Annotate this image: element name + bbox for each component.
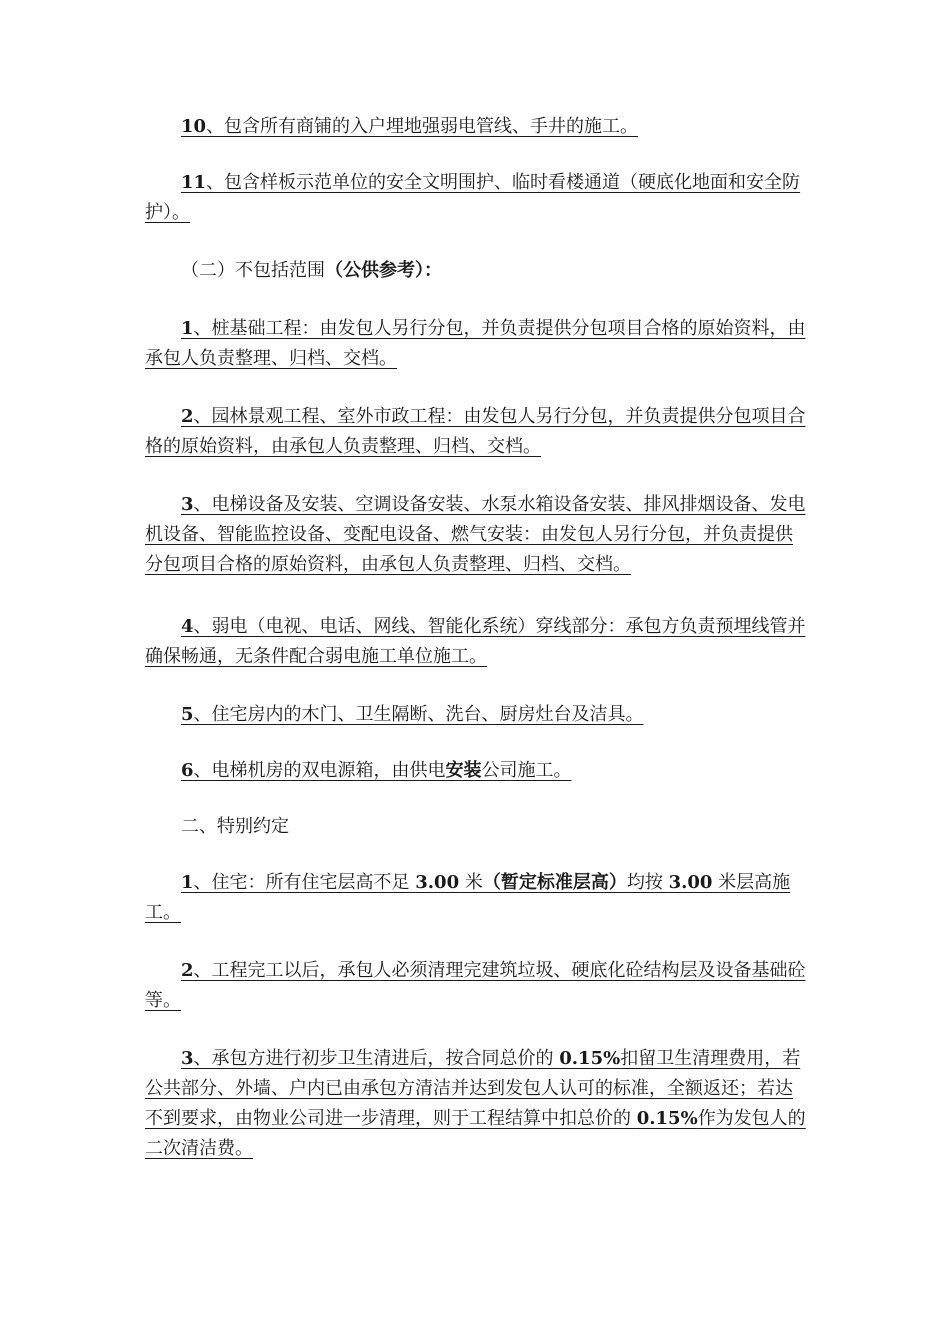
- item-number: 1: [181, 318, 194, 339]
- item-number: 1: [181, 872, 194, 893]
- section-heading-exclusions: [145, 256, 810, 286]
- item-number: 3: [181, 1048, 194, 1069]
- item-value: 0.15%: [559, 1048, 621, 1069]
- item-text: 、弱电（电视、电话、网线、智能化系统）穿线部分：承包方负责预埋线管并确保畅通，无条件配合弱电施工单位施工。: [145, 616, 806, 667]
- item-number: 2: [181, 960, 194, 981]
- paragraph-item-10: [145, 112, 810, 142]
- paragraph-special-1: [145, 868, 810, 928]
- item-text: 公司施工。: [481, 760, 572, 781]
- item-text-bold: 安装: [445, 760, 482, 781]
- item-number: 6: [181, 760, 194, 781]
- item-text: 、住宅房内的木门、卫生隔断、洗台、厨房灶台及洁具。: [193, 704, 644, 725]
- paragraph-exclusion-2: [145, 402, 810, 462]
- item-text: 、包含所有商铺的入户埋地强弱电管线、手井的施工。: [206, 116, 639, 137]
- heading-suffix: ：: [424, 260, 442, 281]
- item-value: 3.00: [668, 872, 713, 893]
- paragraph-exclusion-4: [145, 612, 810, 672]
- item-text: 、电梯设备及安装、空调设备安装、水泵水箱设备安装、排风排烟设备、发电机设备、智能监控设备、变配电设备、燃气安装：由发包人另行分包，并负责提供分包项目合格的原始资料，由承包人负责整理、归档、交档。: [145, 494, 806, 575]
- item-text: 作为发包人的二次清洁费。: [145, 1108, 806, 1159]
- item-text: 、电梯机房的双电源箱，由供电: [193, 760, 446, 781]
- item-number: 4: [181, 616, 194, 637]
- item-text: 、承包方进行初步卫生清进后，按合同总价的: [193, 1048, 560, 1069]
- section-heading-special: [145, 812, 810, 842]
- item-text: 、工程完工以后，承包人必须清理完建筑垃圾、硬底化砼结构层及设备基础砼等。: [145, 960, 806, 1011]
- paragraph-exclusion-3: [145, 490, 810, 580]
- item-number: 3: [181, 494, 194, 515]
- item-number: 11: [181, 172, 207, 193]
- item-number: 2: [181, 406, 194, 427]
- item-text: 、桩基础工程：由发包人另行分包，并负责提供分包项目合格的原始资料，由承包人负责整理、归档、交档。: [145, 318, 806, 369]
- paragraph-special-2: [145, 956, 810, 1016]
- paragraph-exclusion-5: [145, 700, 810, 730]
- item-number: 10: [181, 116, 207, 137]
- paragraph-special-3: [145, 1044, 810, 1164]
- item-text: 、园林景观工程、室外市政工程：由发包人另行分包，并负责提供分包项目合格的原始资料，由承包人负责整理、归档、交档。: [145, 406, 806, 457]
- item-value: 3.00: [415, 872, 460, 893]
- item-value: 0.15%: [636, 1108, 698, 1129]
- item-text: 均按: [626, 872, 669, 893]
- paragraph-exclusion-6: [145, 756, 810, 786]
- item-text: 扣留卫生清理费用，若公共部分、外墙、户内已由承包方清洁并达到发包人认可的标准，全额返还；若达不到要求，由物业公司进一步清理，则于工程结算中扣总价的: [145, 1048, 801, 1129]
- item-text-bold: （暂定标准层高）: [482, 872, 627, 893]
- item-text: 米: [459, 872, 483, 893]
- item-text: 、住宅：所有住宅层高不足: [193, 872, 416, 893]
- item-number: 5: [181, 704, 194, 725]
- item-text: 、包含样板示范单位的安全文明围护、临时看楼通道（硬底化地面和安全防护）。: [145, 172, 801, 223]
- item-text: 米层高施工。: [145, 872, 791, 923]
- paragraph-exclusion-1: [145, 314, 810, 374]
- paragraph-item-11: [145, 168, 810, 228]
- heading-prefix: （二）不包括范围: [181, 260, 325, 281]
- heading-text: 二、特别约定: [181, 816, 289, 837]
- heading-bold-note: （公供参考）: [325, 260, 424, 281]
